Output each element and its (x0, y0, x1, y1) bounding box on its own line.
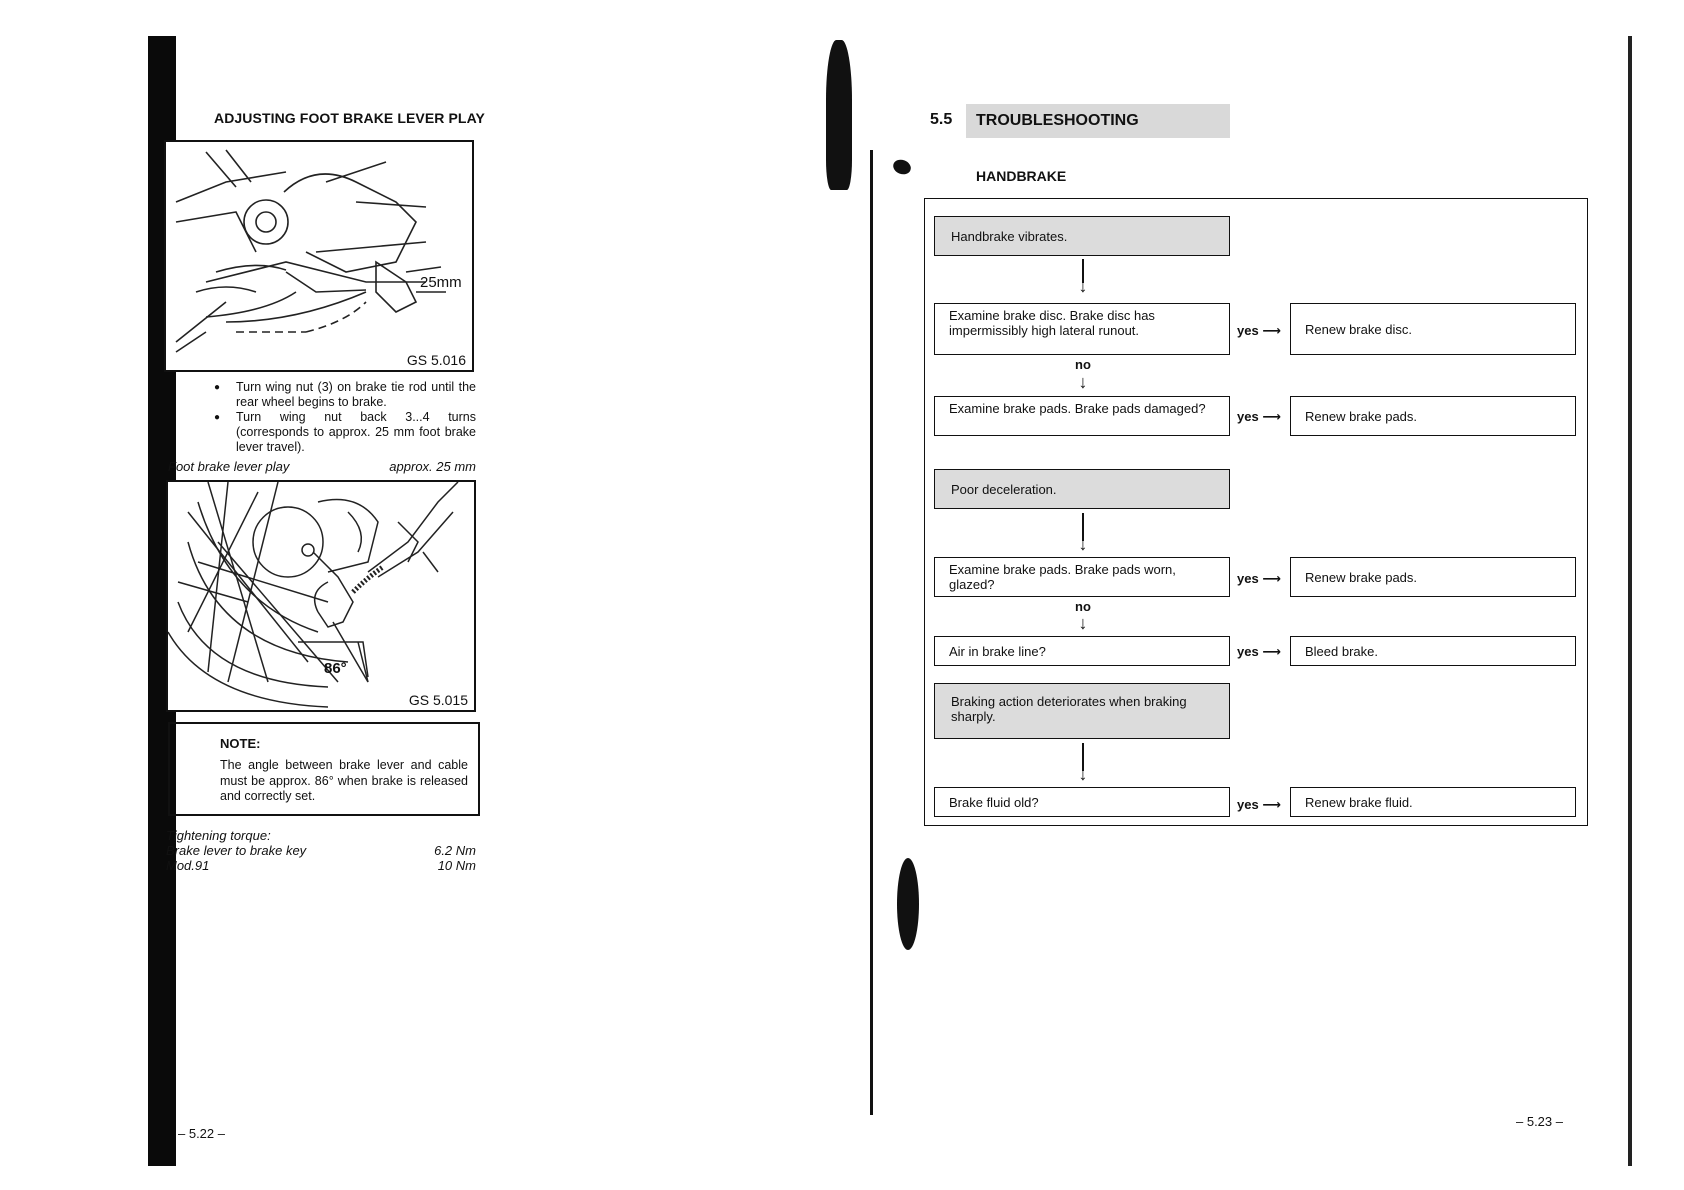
note-text: The angle between brake lever and cable must be approx. 86° when brake is released and correctly set. (220, 758, 468, 803)
no-label: no (1075, 599, 1091, 614)
symptom-text: Poor deceleration. (951, 481, 1057, 497)
figure1-caption: GS 5.016 (406, 352, 466, 368)
scan-mark-bottom (897, 858, 919, 950)
yes-label: yes ⟶ (1237, 571, 1281, 586)
check-box (934, 303, 1230, 355)
figure2-angle-label: 86° (324, 660, 347, 677)
adjustment-step: ● Turn wing nut back 3...4 turns (corresponds to approx. 25 mm foot brake lever travel). (214, 410, 476, 455)
symptom-text: Handbrake vibrates. (951, 228, 1068, 244)
check-box (934, 636, 1230, 666)
down-arrow-icon: ↓ (1078, 534, 1088, 554)
figure2-caption: GS 5.015 (408, 692, 468, 708)
remedy-text: Renew brake disc. (1305, 321, 1412, 337)
figure1-dimension-label: 25mm (420, 274, 462, 291)
foot-brake-lever-illustration (166, 142, 472, 370)
remedy-text: Bleed brake. (1305, 643, 1378, 659)
figure-foot-brake-lever (164, 140, 474, 372)
symptom-box (934, 216, 1230, 256)
note-title: NOTE: (220, 736, 261, 751)
torque-row-label: Brake lever to brake key (166, 843, 307, 858)
adjustment-steps (214, 380, 476, 455)
yes-label: yes ⟶ (1237, 409, 1281, 424)
check-box (934, 787, 1230, 817)
check-text: Examine brake pads. Brake pads damaged? (949, 401, 1206, 416)
brake-lever-angle-illustration (168, 482, 474, 710)
left-page-heading: ADJUSTING FOOT BRAKE LEVER PLAY (214, 110, 485, 126)
scan-mark-dot (891, 157, 913, 176)
remedy-box (1290, 787, 1576, 817)
spec-value: approx. 25 mm (389, 459, 476, 474)
remedy-box (1290, 636, 1576, 666)
torque-row-label: Mod.91 (166, 858, 210, 873)
no-label: no (1075, 357, 1091, 372)
remedy-text: Renew brake fluid. (1305, 794, 1413, 810)
remedy-text: Renew brake pads. (1305, 569, 1418, 585)
adjustment-step: ● Turn wing nut (3) on brake tie rod until the rear wheel begins to brake. (214, 380, 476, 410)
torque-row-value: 10 Nm (437, 858, 476, 873)
scan-mark-top (826, 40, 852, 190)
check-box (934, 396, 1230, 436)
down-arrow-icon: ↓ (1078, 764, 1088, 784)
binding-edge-right (1628, 36, 1632, 1166)
torque-row-value: 6.2 Nm (434, 843, 476, 858)
symptom-box (934, 683, 1230, 739)
symptom-box (934, 469, 1230, 509)
symptom-text: Braking action deteriorates when braking sharply. (951, 694, 1187, 724)
remedy-box (1290, 396, 1576, 436)
down-arrow-icon: ↓ (1078, 372, 1088, 392)
troubleshooting-flowchart (924, 198, 1588, 826)
yes-label: yes ⟶ (1237, 644, 1281, 659)
check-text: Air in brake line? (949, 643, 1046, 659)
section-title: TROUBLESHOOTING (966, 104, 1230, 138)
check-text: Examine brake pads. Brake pads worn, glazed? (949, 562, 1176, 592)
down-arrow-icon: ↓ (1078, 276, 1088, 296)
left-page-number: – 5.22 – (178, 1126, 225, 1141)
down-arrow-icon: ↓ (1078, 613, 1088, 633)
handbrake-heading: HANDBRAKE (976, 168, 1067, 184)
spec-label: Foot brake lever play (168, 459, 290, 474)
right-page-number: – 5.23 – (1516, 1114, 1563, 1129)
remedy-box (1290, 303, 1576, 355)
figure-brake-lever-angle (166, 480, 476, 712)
yes-label: yes ⟶ (1237, 323, 1281, 338)
section-number: 5.5 (930, 111, 953, 128)
note-box (168, 722, 480, 816)
torque-title: Tightening torque: (166, 828, 271, 843)
remedy-text: Renew brake pads. (1305, 408, 1418, 424)
remedy-box (1290, 557, 1576, 597)
binding-edge-center (870, 150, 873, 1115)
yes-label: yes ⟶ (1237, 797, 1281, 812)
check-text: Examine brake disc. Brake disc has impermissibly high lateral runout. (949, 308, 1155, 338)
check-text: Brake fluid old? (949, 794, 1039, 810)
check-box (934, 557, 1230, 597)
